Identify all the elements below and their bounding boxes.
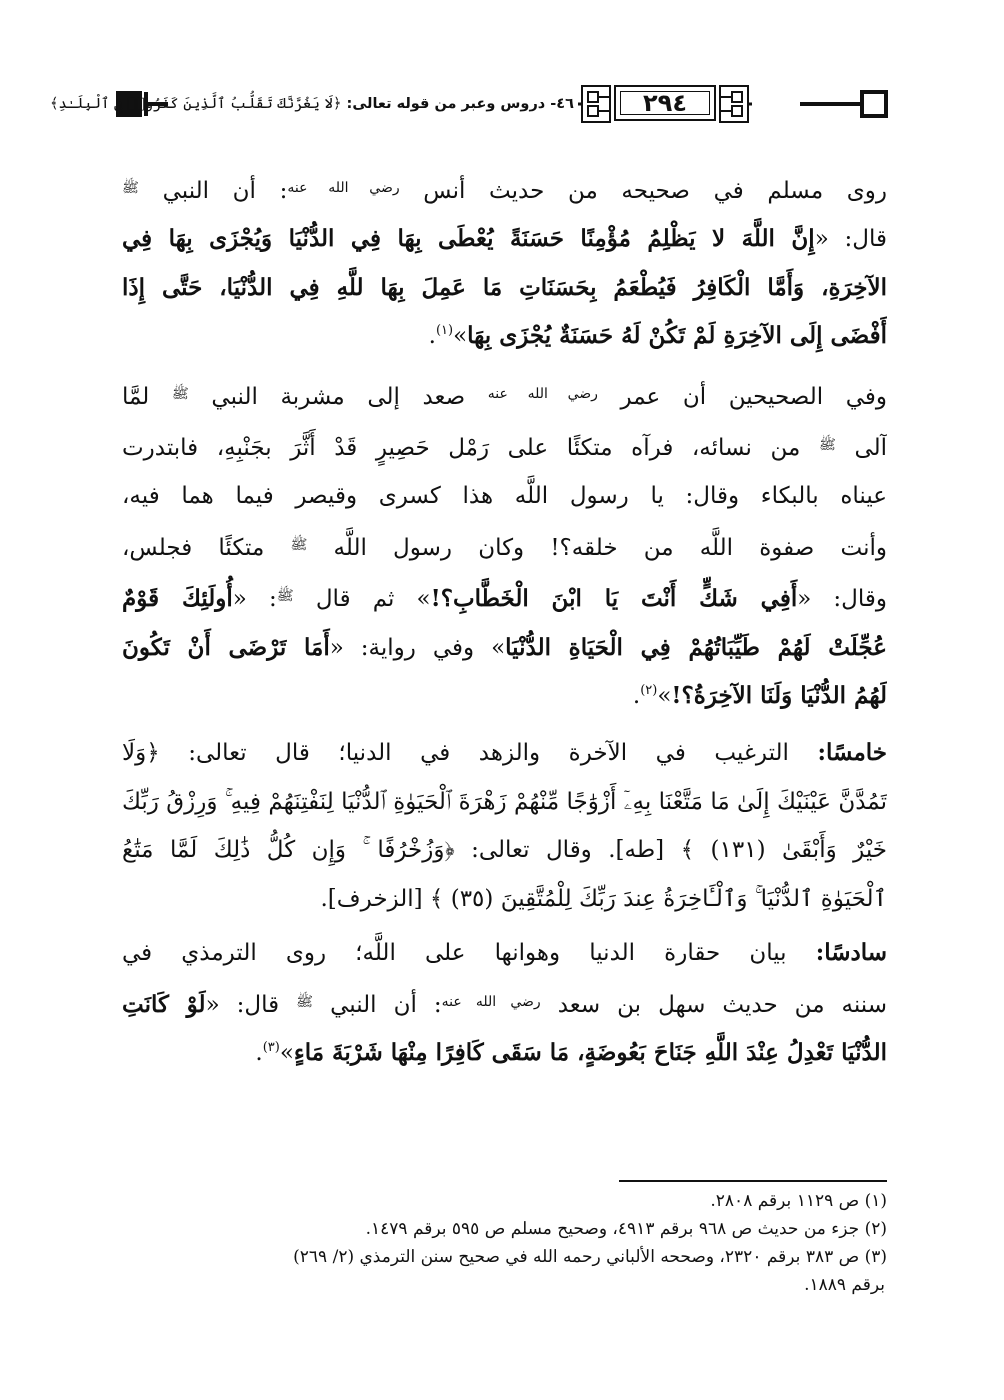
text-line: [122, 421, 887, 472]
text-run: : أن النبي: [162, 178, 288, 204]
text-line: [122, 826, 887, 874]
text-run: سننه من حديث سهل بن سعد: [557, 991, 887, 1018]
text-run: ﴾ [الزخرف].: [320, 885, 444, 912]
hadith-text: أَفْضَى إِلَى الآخِرَةِ لَمْ تَكُنْ لَهُ حَسَنَةٌ يُجْزَى بِهَا: [467, 322, 887, 350]
quran-text: خَيْرٌ وَأَبْقَىٰ: [782, 837, 887, 864]
text-run: لمَّا: [122, 383, 150, 410]
footnote-3: (٣) ص ٣٨٣ برقم ٢٣٢٠، وصححه الألباني رحمه الله في صحيح سنن الترمذي (٢/ ٢٦٩): [293, 1247, 887, 1267]
text-line: [122, 729, 887, 777]
footnote-ref[interactable]: (٣): [262, 1039, 280, 1055]
text-run: روى مسلم في صحيحه من حديث أنس: [423, 178, 887, 204]
text-run: .: [428, 323, 436, 350]
frame-ornament-left-icon: [578, 82, 614, 126]
text-run: : أن النبي: [330, 991, 442, 1018]
honorific: رضي الله عنه: [441, 993, 541, 1010]
quran-text: ﴿وَلَا: [122, 740, 160, 767]
text-line: [122, 778, 887, 826]
text-line: [122, 215, 887, 263]
text-line: [122, 312, 887, 360]
section-label: سادسًا:: [815, 939, 887, 967]
verse-number: (١٣١): [710, 837, 766, 864]
hadith-text: أَفِي شَكٍّ أَنْتَ يَا ابْنَ الْخَطَّابِ؟!: [430, 585, 798, 613]
verse-number: (٣٥): [450, 885, 494, 912]
main-text: [122, 164, 887, 1077]
honorific: ﷺ: [171, 385, 189, 402]
quran-text: ﴿وَزُخْرُفًا ۚ وَإِن كُلُّ ذَٰلِكَ لَمَّا مَتَٰعُ: [122, 837, 455, 864]
text-run: .: [632, 683, 641, 710]
text-run: » ثم قال: [315, 586, 431, 613]
paragraph-2: [122, 370, 887, 721]
text-run: متكئًا فجلس،: [122, 534, 265, 561]
header-ornament-right: [860, 90, 888, 118]
text-run: : «: [232, 586, 277, 613]
honorific: ﷺ: [122, 180, 139, 196]
text-run: الترغيب في الآخرة والزهد في الدنيا؛ قال تعالى:: [188, 740, 789, 767]
hadith-text: أُولَئِكَ قَوْمٌ: [122, 585, 233, 613]
text-run: وأنت صفوة اللَّه من خلقه؟! وكان رسول اللَّه: [333, 534, 887, 561]
text-line: [122, 1029, 887, 1077]
hadith-text: الدُّنْيَا تَعْدِلُ عِنْدَ اللَّهِ جَنَاحَ بَعُوضَةٍ، مَا سَقَى كَافِرًا مِنْهَا شَرْبَةَ مَاءٍ: [293, 1038, 887, 1066]
text-run: .: [255, 1039, 263, 1066]
text-run: »: [279, 1039, 294, 1066]
footnote-ref[interactable]: (٢): [640, 683, 658, 699]
text-line: [122, 875, 887, 923]
hadith-text: لَهُمُ الدُّنْيَا وَلَنَا الآخِرَةُ؟!: [671, 682, 887, 710]
quran-text: تَمُدَّنَّ عَيْنَيْكَ إِلَىٰ مَا مَتَّعْنَا بِهِۦٓ أَزْوَٰجًا مِّنْهُمْ زَهْرَةَ ٱلْحَيَوٰةِ ٱلدُّنْيَا لِنَفْتِنَهُمْ فِيهِ ۚ وَرِزْقُ رَبِّكَ: [122, 788, 887, 815]
hadith-text: لَوْ كَانَتِ: [122, 990, 206, 1018]
header-title-text: ٤٦- دروس وعبر من قوله تعالى:: [346, 96, 574, 112]
hadith-text: الآخِرَةِ، وَأَمَّا الْكَافِرُ فَيُطْعَمُ بِحَسَنَاتِ مَا عَمِلَ بِهَا للَّهِ فِي الدُّنْيَا، حَتَّى إِذَا: [122, 273, 887, 301]
text-run: بيان حقارة الدنيا وهوانها على اللَّه؛ روى الترمذي في: [122, 940, 787, 967]
footnote-ref[interactable]: (١): [435, 323, 454, 339]
text-run: قال: «: [205, 991, 280, 1018]
text-run: قال: «: [814, 226, 887, 253]
text-run: »: [453, 323, 468, 350]
honorific: ﷺ: [296, 993, 314, 1010]
footnote-3-continued: برقم ١٨٨٩.: [804, 1275, 885, 1295]
header-rule-right: [800, 102, 860, 106]
text-run: من نسائه، فرآه متكئًا على رَمْل حَصِيرٍ قَدْ أَثَّرَ بجَنْبِهِ، فابتدرت: [122, 435, 801, 462]
header-title: [50, 91, 574, 117]
hadith-text: أَمَا تَرْضَى أَنْ تَكُونَ: [122, 633, 330, 661]
text-run: وفي الصحيحين أن عمر: [620, 383, 887, 410]
text-line: [122, 624, 887, 672]
text-line: [122, 521, 887, 572]
honorific: ﷺ: [818, 437, 836, 454]
text-line: [122, 672, 887, 720]
text-run: »: [657, 683, 672, 710]
paragraph-4: [122, 929, 887, 1077]
running-header: [50, 82, 888, 128]
honorific: ﷺ: [290, 536, 308, 553]
page-number: ٢٩٤: [643, 89, 687, 117]
text-line: [122, 472, 887, 520]
frame-ornament-right-icon: [716, 82, 752, 126]
text-line: [122, 164, 887, 215]
text-run: ﴾ [طه]. وقال تعالى:: [471, 837, 695, 864]
footnote-separator: [619, 1180, 887, 1182]
header-verse: ﴿لَا يَغُرَّنَّكَ تَقَلُّبُ ٱلَّذِينَ كَفَرُوا۟ فِى ٱلْبِلَـٰدِ﴾: [50, 96, 342, 112]
text-line: [122, 978, 887, 1029]
text-run: صعد إلى مشربة النبي: [211, 383, 466, 410]
footnotes: [122, 1187, 887, 1299]
text-run: آلى: [854, 435, 887, 462]
text-line: [122, 572, 887, 623]
hadith-text: إِنَّ اللَّهَ لا يَظْلِمُ مُؤْمِنًا حَسَنَةً يُعْطَى بِهَا فِي الدُّنْيَا وَيُجْزَى بِهَا فِي: [122, 225, 815, 253]
page-number-frame: [578, 82, 752, 126]
honorific: رضي الله عنه: [487, 385, 598, 402]
honorific: رضي الله عنه: [287, 180, 400, 196]
paragraph-1: [122, 164, 887, 361]
text-line: [122, 264, 887, 312]
paragraph-3: [122, 729, 887, 923]
text-run: وقال: «: [797, 586, 887, 613]
page-number-box: [614, 85, 716, 121]
text-run: عيناه بالبكاء وقال: يا رسول اللَّه هذا كسرى وقيصر فيما هما فيه،: [122, 483, 887, 510]
footnote-1: (١) ص ١١٢٩ برقم ٢٨٠٨.: [710, 1191, 887, 1211]
footnote-2: (٢) جزء من حديث ص ٩٦٨ برقم ٤٩١٣، وصحيح مسلم ص ٥٩٥ برقم ١٤٧٩.: [365, 1219, 887, 1239]
section-label: خامسًا:: [817, 739, 887, 767]
text-run: » وفي رواية: «: [329, 634, 506, 661]
text-line: [122, 370, 887, 421]
hadith-text: عُجِّلَتْ لَهُمْ طَيِّبَاتُهُمْ فِي الْحَيَاةِ الدُّنْيَا: [505, 633, 887, 661]
honorific: ﷺ: [276, 588, 294, 605]
text-line: [122, 929, 887, 977]
quran-text: ٱلْحَيَوٰةِ ٱلدُّنْيَا ۚ وَٱلْـَٔاخِرَةُ عِندَ رَبِّكَ لِلْمُتَّقِينَ: [500, 885, 887, 912]
